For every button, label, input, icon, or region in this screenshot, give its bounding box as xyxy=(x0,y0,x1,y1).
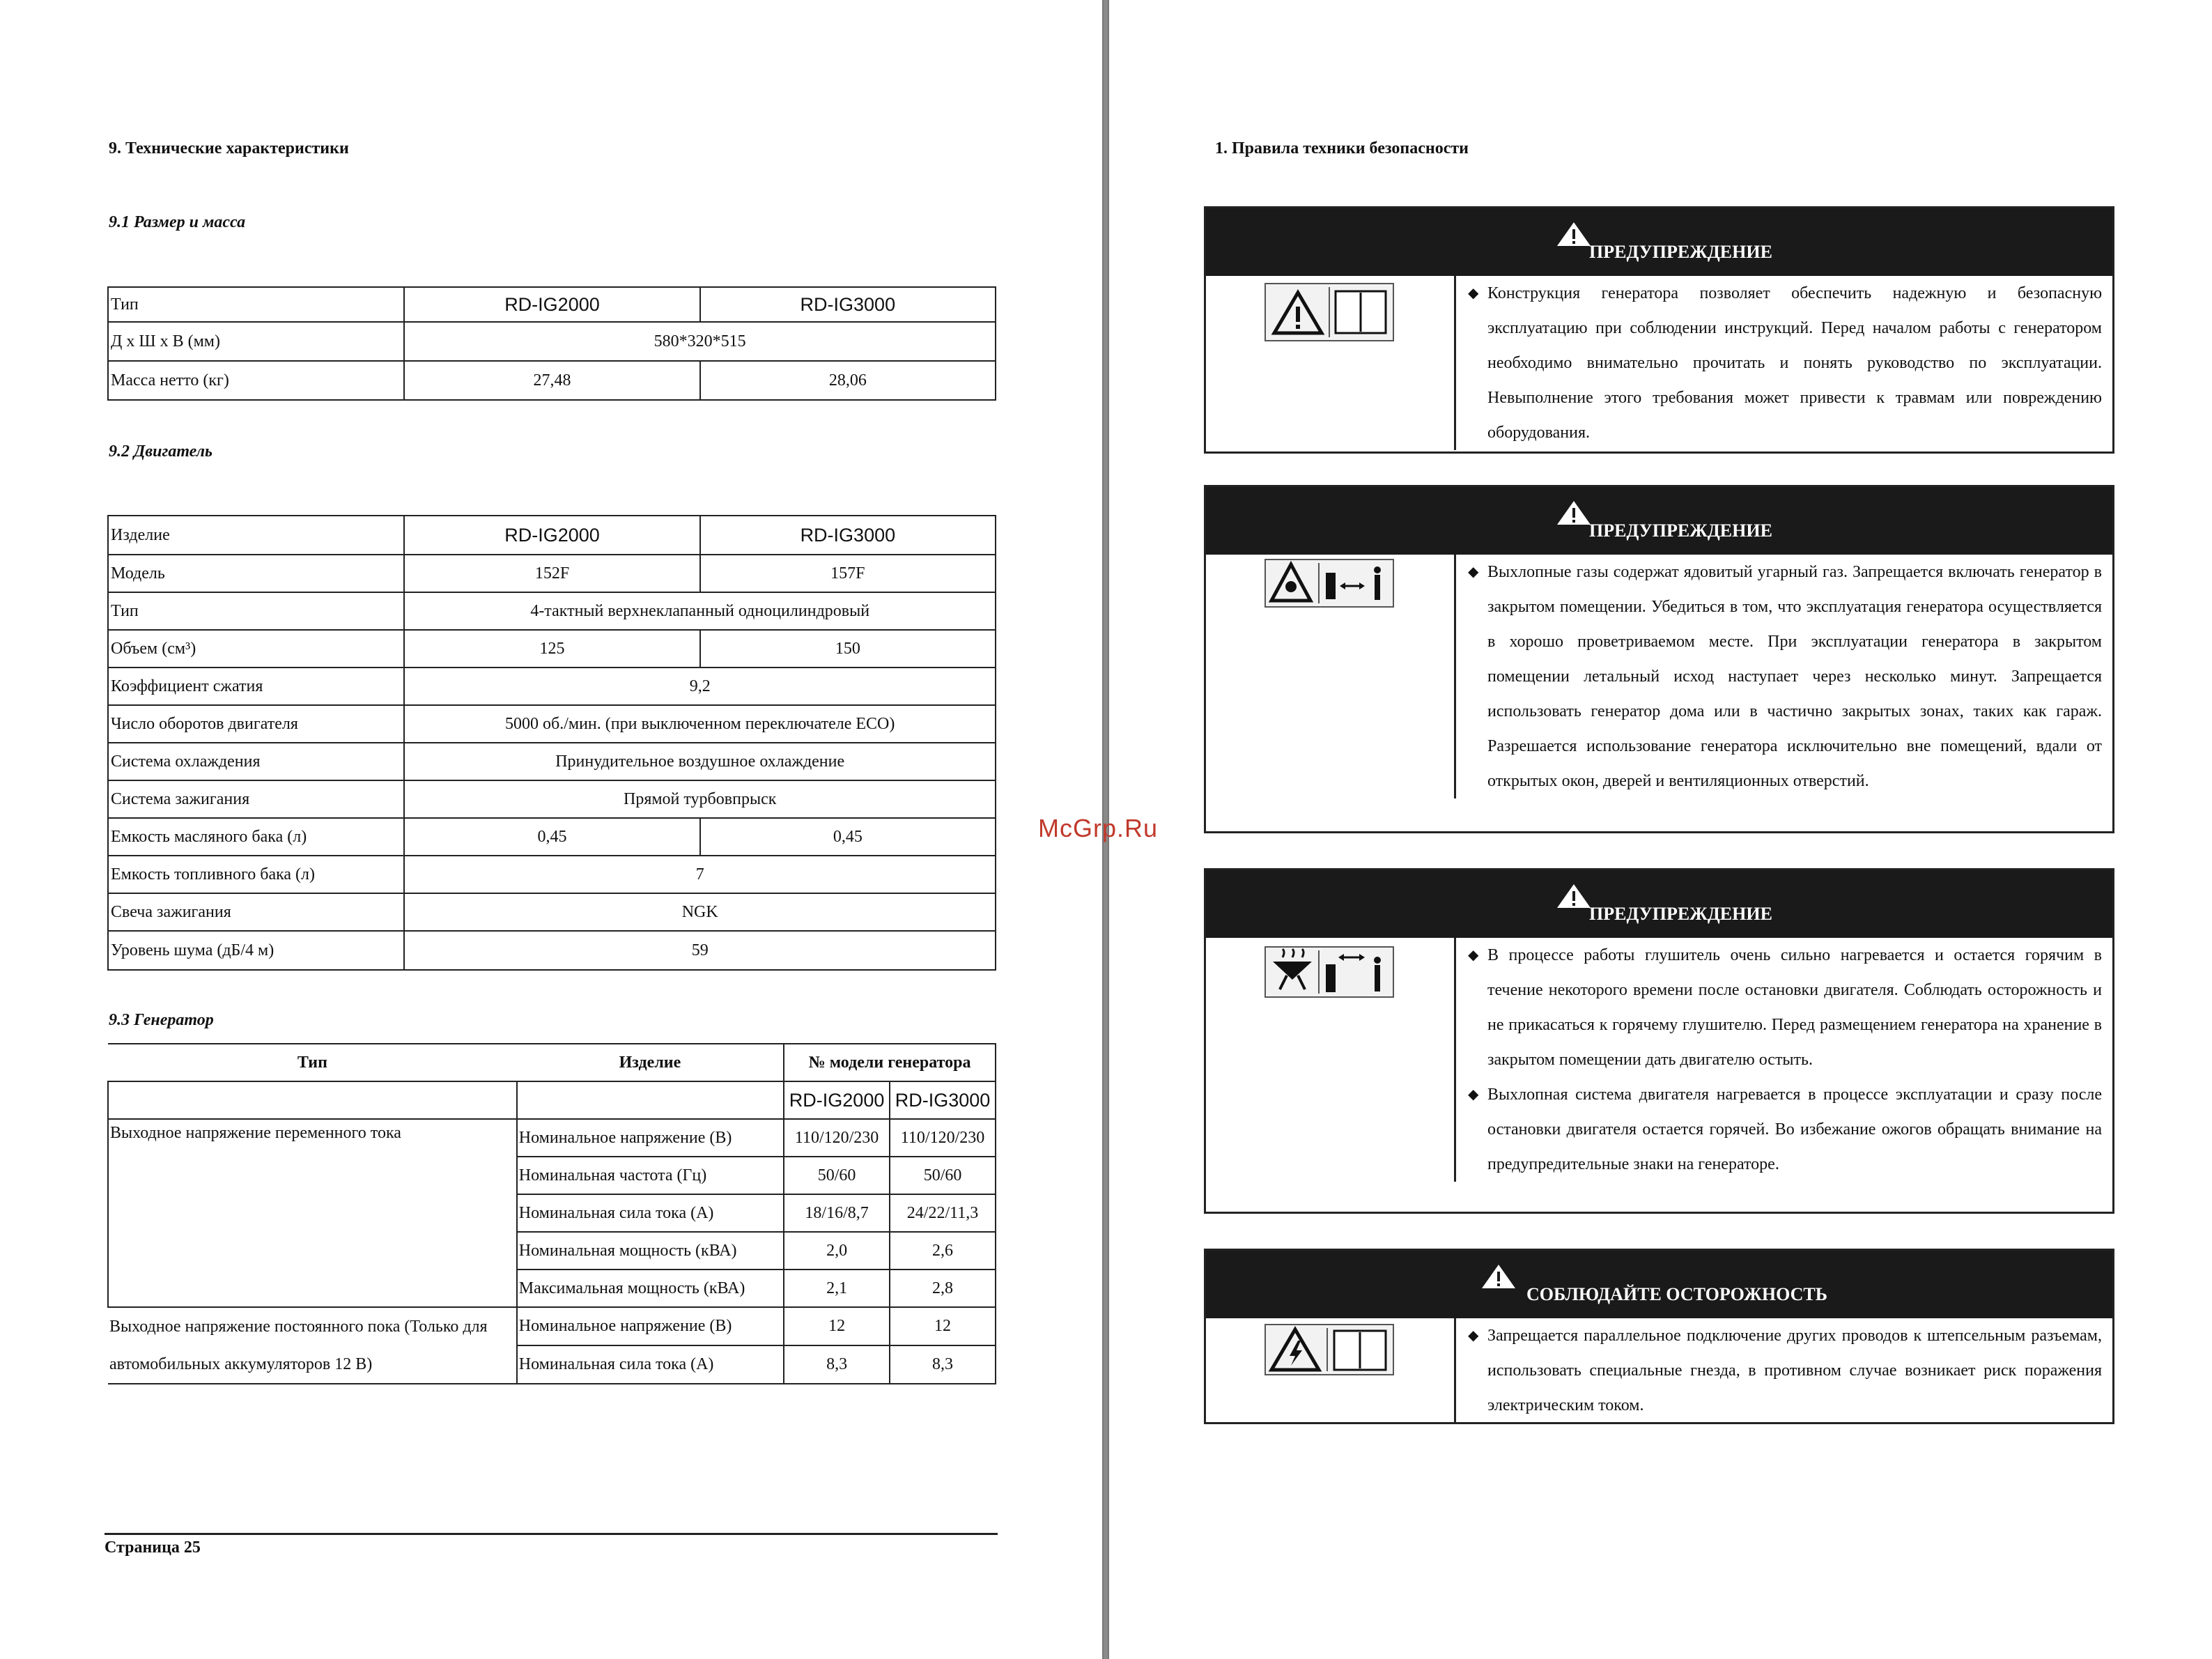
header-cell: RD-IG3000 xyxy=(700,516,996,555)
warning-text xyxy=(1454,938,2112,1182)
watermark: McGrp.Ru xyxy=(1038,814,1159,842)
header-cell: Изделие xyxy=(517,1044,784,1081)
bullet-diamond-icon: ◆ xyxy=(1468,286,1479,301)
pictogram xyxy=(1264,1324,1394,1375)
footer-divider xyxy=(105,1533,998,1535)
cell-item: Номинальная частота (Гц) xyxy=(517,1157,784,1194)
row-label: Емкость топливного бака (л) xyxy=(108,856,404,893)
keep-distance-icon xyxy=(1326,566,1381,600)
bullet-diamond-icon: ◆ xyxy=(1468,1328,1479,1343)
warning-title: ПРЕДУПРЕЖДЕНИЕ xyxy=(1589,520,1772,541)
generator-table xyxy=(107,1043,996,1384)
warning-header xyxy=(1206,1251,2112,1318)
warning-box-2 xyxy=(1204,485,2114,833)
warning-icon-cell xyxy=(1206,938,1456,1182)
header-cell: RD-IG3000 xyxy=(700,287,996,322)
header-cell: RD-IG2000 xyxy=(784,1081,890,1119)
cell-value: 110/120/230 xyxy=(890,1119,996,1157)
warning-box-4 xyxy=(1204,1249,2114,1424)
header-cell: RD-IG2000 xyxy=(404,516,699,555)
cell-value: 157F xyxy=(700,555,996,592)
section-title: 1. Правила техники безопасности xyxy=(1215,139,1469,157)
table-row xyxy=(108,1119,996,1157)
row-label: Свеча зажигания xyxy=(108,893,404,931)
header-cell: RD-IG3000 xyxy=(890,1081,996,1119)
cell-value: 110/120/230 xyxy=(784,1119,890,1157)
row-label: Объем (см³) xyxy=(108,630,404,668)
warning-bullet xyxy=(1468,555,2102,798)
warning-box-1 xyxy=(1204,206,2114,454)
cell-value: 12 xyxy=(890,1307,996,1345)
table-row xyxy=(108,931,996,970)
row-label: Система охлаждения xyxy=(108,743,404,780)
electric-shock-icon xyxy=(1271,1329,1319,1370)
header-cell: Изделие xyxy=(108,516,404,555)
row-label: Выходное напряжение переменного тока xyxy=(108,1119,517,1307)
table-row xyxy=(108,555,996,592)
row-label: Емкость масляного бака (л) xyxy=(108,818,404,856)
header-cell: RD-IG2000 xyxy=(404,287,699,322)
cell-value: Прямой турбовпрыск xyxy=(404,780,996,818)
cell-value: 12 xyxy=(784,1307,890,1345)
warning-icon-cell xyxy=(1206,1318,1456,1423)
page-number: Страница 25 xyxy=(105,1538,201,1557)
table-row xyxy=(108,592,996,630)
table-header-row xyxy=(108,287,996,322)
warning-text xyxy=(1454,555,2112,798)
table-row xyxy=(108,322,996,361)
cell-item: Номинальная мощность (кВА) xyxy=(517,1232,784,1270)
cell-value: NGK xyxy=(404,893,996,931)
warning-triangle-icon xyxy=(1274,293,1322,333)
cell-value: 7 xyxy=(404,856,996,893)
cell-value: 150 xyxy=(700,630,996,668)
warning-triangle-icon xyxy=(1480,1263,1517,1290)
warning-triangle-icon xyxy=(1556,883,1592,909)
table-row xyxy=(108,780,996,818)
warning-icon-cell xyxy=(1206,555,1456,798)
cell-item: Максимальная мощность (кВА) xyxy=(517,1270,784,1307)
header-cell: Тип xyxy=(108,1044,517,1081)
header-cell: № модели генератора xyxy=(784,1044,996,1081)
section-title: 9. Технические характеристики xyxy=(109,139,349,157)
cell-value: 580*320*515 xyxy=(404,322,996,361)
cell-value: 24/22/11,3 xyxy=(890,1194,996,1232)
cell-value: 8,3 xyxy=(890,1345,996,1384)
empty-cell xyxy=(108,1081,517,1119)
cell-value: 8,3 xyxy=(784,1345,890,1384)
cell-item: Номинальное напряжение (В) xyxy=(517,1307,784,1345)
row-label: Тип xyxy=(108,592,404,630)
warning-header xyxy=(1206,208,2112,276)
warning-bullet xyxy=(1468,938,2102,1077)
warning-body xyxy=(1206,555,2112,798)
table-row xyxy=(108,361,996,400)
bullet-text: В процессе работы глушитель очень сильно нагревается и остается горячим в течение некоторого времени после остановки двигателя. Соблюдать осторожность и не прикасаться к горячему глушителю. Перед размещением генератора на хранение в закрытом помещении дать двигателю остыть. xyxy=(1487,946,2102,1069)
warning-body xyxy=(1206,1318,2112,1423)
warning-bullet xyxy=(1468,276,2102,450)
manual-book-icon xyxy=(1334,1331,1386,1370)
cell-value: 2,0 xyxy=(784,1232,890,1270)
table-row xyxy=(108,705,996,743)
warning-body xyxy=(1206,276,2112,450)
cell-value: 18/16/8,7 xyxy=(784,1194,890,1232)
cell-value: 28,06 xyxy=(700,361,996,400)
cell-value: 152F xyxy=(404,555,699,592)
empty-cell xyxy=(517,1081,784,1119)
row-label: Д х Ш х В (мм) xyxy=(108,322,404,361)
warning-header xyxy=(1206,487,2112,555)
bullet-text: Выхлопные газы содержат ядовитый угарный газ. Запрещается включать генератор в закрытом помещении. Убедиться в том, что эксплуатация генератора осуществляется в хорошо проветриваемом месте. При эксплуатации генератора в закрытом помещении летальный исход наступает через несколько минут. Запрещается использовать генератор дома или в частично закрытых зонах, таких как гараж. Разрешается использование генератора исключительно вне помещений, вдали от открытых окон, дверей и вентиляционных отверстий. xyxy=(1487,563,2102,790)
header-cell: Тип xyxy=(108,287,404,322)
table-row xyxy=(108,893,996,931)
generator-title: 9.3 Генератор xyxy=(109,1011,214,1029)
pictogram xyxy=(1264,283,1394,341)
warning-bullet xyxy=(1468,1077,2102,1182)
warning-icon-cell xyxy=(1206,276,1456,450)
pictogram xyxy=(1264,946,1394,998)
warning-text xyxy=(1454,276,2112,450)
cell-value: Принудительное воздушное охлаждение xyxy=(404,743,996,780)
warning-title: ПРЕДУПРЕЖДЕНИЕ xyxy=(1589,242,1772,262)
bullet-text: Запрещается параллельное подключение других проводов к штепсельным разъемам, использовать специальные гнезда, в противном случае возникает риск поражения электрическим током. xyxy=(1487,1327,2102,1414)
right-page xyxy=(1108,0,2212,1659)
row-label: Система зажигания xyxy=(108,780,404,818)
pictogram xyxy=(1264,559,1394,608)
warning-body xyxy=(1206,938,2112,1182)
cell-item: Номинальная сила тока (А) xyxy=(517,1194,784,1232)
warning-title: ПРЕДУПРЕЖДЕНИЕ xyxy=(1589,904,1772,924)
row-label: Число оборотов двигателя xyxy=(108,705,404,743)
cell-value: 50/60 xyxy=(890,1157,996,1194)
cell-value: 50/60 xyxy=(784,1157,890,1194)
bullet-diamond-icon: ◆ xyxy=(1468,948,1479,963)
row-label: Выходное напряжение постоянного пока (Только для автомобильных аккумуляторов 12 В) xyxy=(108,1307,517,1384)
hot-surface-icon xyxy=(1273,949,1312,989)
warning-header xyxy=(1206,870,2112,938)
bullet-diamond-icon: ◆ xyxy=(1468,564,1479,580)
cell-value: 4-тактный верхнеклапанный одноцилиндровый xyxy=(404,592,996,630)
warning-triangle-icon xyxy=(1556,500,1592,526)
size-mass-table xyxy=(107,286,996,401)
bullet-text: Конструкция генератора позволяет обеспечить надежную и безопасную эксплуатацию при соблюдении инструкций. Перед началом работы с генератором необходимо внимательно прочитать и понять руководство по эксплуатации. Невыполнение этого требования может привести к травмам или повреждению оборудования. xyxy=(1487,284,2102,442)
row-label: Коэффициент сжатия xyxy=(108,668,404,705)
warning-bullet xyxy=(1468,1318,2102,1423)
manual-book-icon xyxy=(1336,291,1386,333)
cell-value: 0,45 xyxy=(700,818,996,856)
cell-value: 2,1 xyxy=(784,1270,890,1307)
table-row xyxy=(108,630,996,668)
table-row xyxy=(108,856,996,893)
table-header-row xyxy=(108,1081,996,1119)
bullet-diamond-icon: ◆ xyxy=(1468,1087,1479,1102)
cell-value: 59 xyxy=(404,931,996,970)
warning-text xyxy=(1454,1318,2112,1423)
row-label: Уровень шума (дБ/4 м) xyxy=(108,931,404,970)
warning-title: СОБЛЮДАЙТЕ ОСТОРОЖНОСТЬ xyxy=(1526,1284,1827,1304)
table-row xyxy=(108,743,996,780)
cell-value: 2,6 xyxy=(890,1232,996,1270)
size-mass-title: 9.1 Размер и масса xyxy=(109,213,246,231)
bullet-text: Выхлопная система двигателя нагревается в процессе эксплуатации и сразу после остановки двигателя остается горячей. Во избежание ожогов обращать внимание на предупредительные знаки на генераторе. xyxy=(1487,1086,2102,1173)
table-header-row xyxy=(108,516,996,555)
left-page xyxy=(0,0,1104,1659)
table-header-row xyxy=(108,1044,996,1081)
warning-box-3 xyxy=(1204,868,2114,1214)
cell-item: Номинальное напряжение (В) xyxy=(517,1119,784,1157)
cell-value: 125 xyxy=(404,630,699,668)
cell-value: 2,8 xyxy=(890,1270,996,1307)
table-row xyxy=(108,668,996,705)
toxic-gas-icon xyxy=(1271,564,1310,601)
cell-value: 27,48 xyxy=(404,361,699,400)
cell-value: 5000 об./мин. (при выключенном переключателе ECO) xyxy=(404,705,996,743)
table-row xyxy=(108,1307,996,1345)
row-label: Модель xyxy=(108,555,404,592)
table-row xyxy=(108,818,996,856)
engine-table xyxy=(107,515,996,971)
cell-value: 9,2 xyxy=(404,668,996,705)
cell-value: 0,45 xyxy=(404,818,699,856)
engine-title: 9.2 Двигатель xyxy=(109,442,213,461)
keep-distance-icon xyxy=(1326,954,1381,992)
warning-triangle-icon xyxy=(1556,221,1592,247)
cell-item: Номинальная сила тока (А) xyxy=(517,1345,784,1384)
row-label: Масса нетто (кг) xyxy=(108,361,404,400)
